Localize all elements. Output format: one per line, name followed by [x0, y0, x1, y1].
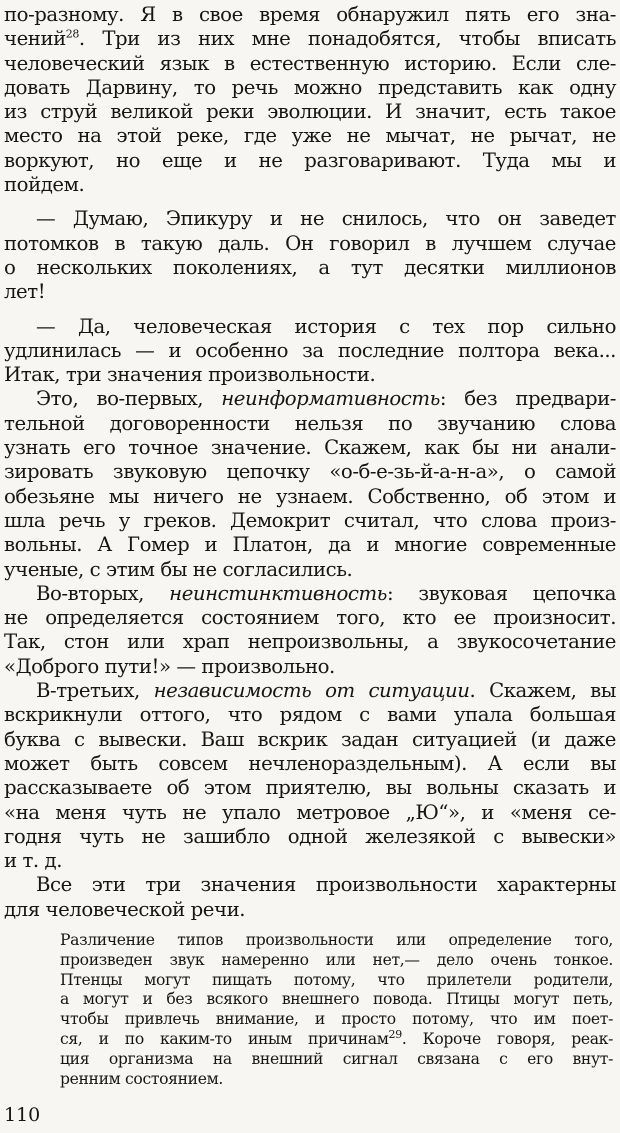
text-line: [4, 207, 616, 231]
text-run: Это, во-первых,: [36, 387, 222, 411]
text-run: не определяется состоянием того, кто ее произносит.: [4, 606, 616, 630]
text-run: «Доброго пути!» — произвольно.: [4, 654, 335, 678]
text-run: буква с вывески. Ваш вскрик задан ситуацией (и даже: [4, 727, 616, 751]
text-run: «на меня чуть не упало метровое „Ю“», и «меня се-: [4, 800, 616, 824]
emphasis: неинформативность: [221, 387, 440, 411]
text-line: [4, 27, 616, 51]
text-line: [4, 76, 616, 100]
text-line: [4, 412, 616, 436]
text-run: годня чуть не зашибло одной железякой с вывески»: [4, 824, 616, 848]
text-line: [60, 971, 613, 991]
text-line: [60, 990, 613, 1010]
text-line: [4, 436, 616, 460]
text-run: довать Дарвину, то речь можно представить как одну: [4, 75, 616, 99]
text-line: [4, 752, 616, 776]
text-line: [4, 558, 616, 582]
text-run: для человеческой речи.: [4, 897, 246, 921]
text-run: вольны. А Гомер и Платон, да и многие современные: [4, 533, 616, 557]
text-run: а могут и без всякого внешнего повода. Птицы могут петь,: [60, 990, 613, 1009]
text-line: [4, 703, 616, 727]
text-run: вскрикнули оттого, что рядом с вами упала большая: [4, 703, 616, 727]
text-line: [60, 1050, 613, 1070]
text-run: Итак, три значения произвольности.: [4, 363, 376, 387]
text-line: [4, 52, 616, 76]
text-run: узнать его точное значение. Скажем, как бы ни анали-: [4, 436, 616, 460]
emphasis: независимость от ситуации: [153, 679, 470, 703]
text-line: [4, 100, 616, 124]
text-line: [4, 898, 616, 922]
text-run: шла речь у греков. Демокрит считал, что слова произ-: [4, 508, 616, 532]
footnote: [60, 931, 613, 1089]
text-run: ция организма на внешний сигнал связана с его внут-: [60, 1049, 613, 1068]
text-run: . Три из них мне понадобятся, чтобы вписать: [78, 27, 616, 51]
text-run: — Да, человеческая история с тех пор сильно: [36, 314, 616, 338]
text-run: ученые, с этим бы не согласились.: [4, 557, 353, 581]
text-run: произведен звук намеренно или нет,— дело очень тонкое.: [60, 950, 613, 969]
text-line: [4, 825, 616, 849]
text-line: [60, 951, 613, 971]
text-run: Во-вторых,: [36, 581, 170, 605]
text-run: по-разному. Я в свое время обнаружил пять его зна-: [4, 3, 616, 26]
text-run: Так, стон или храп непроизвольны, а звукосочетание: [4, 630, 616, 654]
text-run: ренним состоянием.: [60, 1069, 223, 1088]
text-line: [4, 124, 616, 148]
text-run: ся, и по каким-то иным причинам: [60, 1029, 389, 1048]
emphasis: неинстинктивность: [169, 581, 387, 605]
text-line: [4, 873, 616, 897]
text-line: [4, 679, 616, 703]
text-line: [60, 1027, 613, 1050]
text-run: воркуют, но еще и не разговаривают. Туда мы и: [4, 148, 616, 172]
text-run: . Скажем, вы: [469, 679, 617, 703]
text-line: [4, 849, 616, 873]
text-run: из струй великой реки эволюции. И значит, есть такое: [4, 100, 616, 124]
text-run: пойдем.: [4, 173, 85, 197]
text-line: [4, 509, 616, 533]
text-line: [4, 232, 616, 256]
text-line: [4, 655, 616, 679]
footnote-ref: 29: [388, 1027, 402, 1041]
text-line: [60, 931, 613, 951]
text-run: может быть совсем нечленораздельным). А если вы: [4, 751, 616, 775]
text-run: место на этой реке, где уже не мычат, не рычат, не: [4, 124, 616, 148]
page-number: 110: [4, 1104, 41, 1126]
text-run: о нескольких поколениях, а тут десятки миллионов: [4, 255, 616, 279]
text-line: [4, 256, 616, 280]
text-run: чений: [4, 27, 66, 51]
text-line: [4, 315, 616, 339]
text-run: : без предвари-: [439, 387, 616, 411]
text-run: и т. д.: [4, 849, 63, 873]
text-line: [60, 1010, 613, 1030]
text-line: [4, 606, 616, 630]
text-run: рассказываете об этом приятелю, вы вольны сказать и: [4, 776, 616, 800]
text-run: зировать звуковую цепочку «о-б-е-зь-й-а-н-а», о самой: [4, 460, 616, 484]
footnote-ref: 28: [65, 27, 79, 41]
text-line: [4, 776, 616, 800]
text-line: [4, 728, 616, 752]
text-line: [4, 533, 616, 557]
text-line: [4, 485, 616, 509]
text-line: [4, 3, 616, 27]
text-run: человеческий язык в естественную историю. Если сле-: [4, 51, 616, 75]
text-run: . Короче говоря, реак-: [401, 1029, 613, 1048]
text-run: — Думаю, Эпикуру и не снилось, что он заведет: [36, 207, 616, 231]
text-line: [4, 387, 616, 411]
text-line: [4, 630, 616, 654]
text-line: [4, 460, 616, 484]
text-run: потомков в такую даль. Он говорил в лучшем случае: [4, 231, 616, 255]
text-line: [4, 173, 616, 197]
text-run: обезьяне мы ничего не узнаем. Собственно, об этом и: [4, 484, 616, 508]
text-run: чтобы привлечь внимание, и просто потому, что им поет-: [60, 1010, 613, 1029]
text-run: В-третьих,: [36, 679, 154, 703]
text-run: удлинилась — и особенно за последние полтора века...: [4, 338, 616, 362]
text-line: [4, 280, 616, 304]
main-text: [4, 3, 616, 922]
text-run: Птенцы могут пищать потому, что прилетели родители,: [60, 970, 613, 989]
text-run: : звуковая цепочка: [386, 581, 616, 605]
text-line: [4, 149, 616, 173]
text-line: [4, 801, 616, 825]
text-line: [4, 582, 616, 606]
text-run: лет!: [4, 280, 46, 304]
text-line: [4, 363, 616, 387]
text-line: [4, 339, 616, 363]
text-run: Все эти три значения произвольности характерны: [36, 873, 616, 897]
text-run: тельной договоренности нельзя по звучанию слова: [4, 411, 616, 435]
text-line: [60, 1070, 613, 1090]
text-run: Различение типов произвольности или определение того,: [60, 931, 613, 949]
